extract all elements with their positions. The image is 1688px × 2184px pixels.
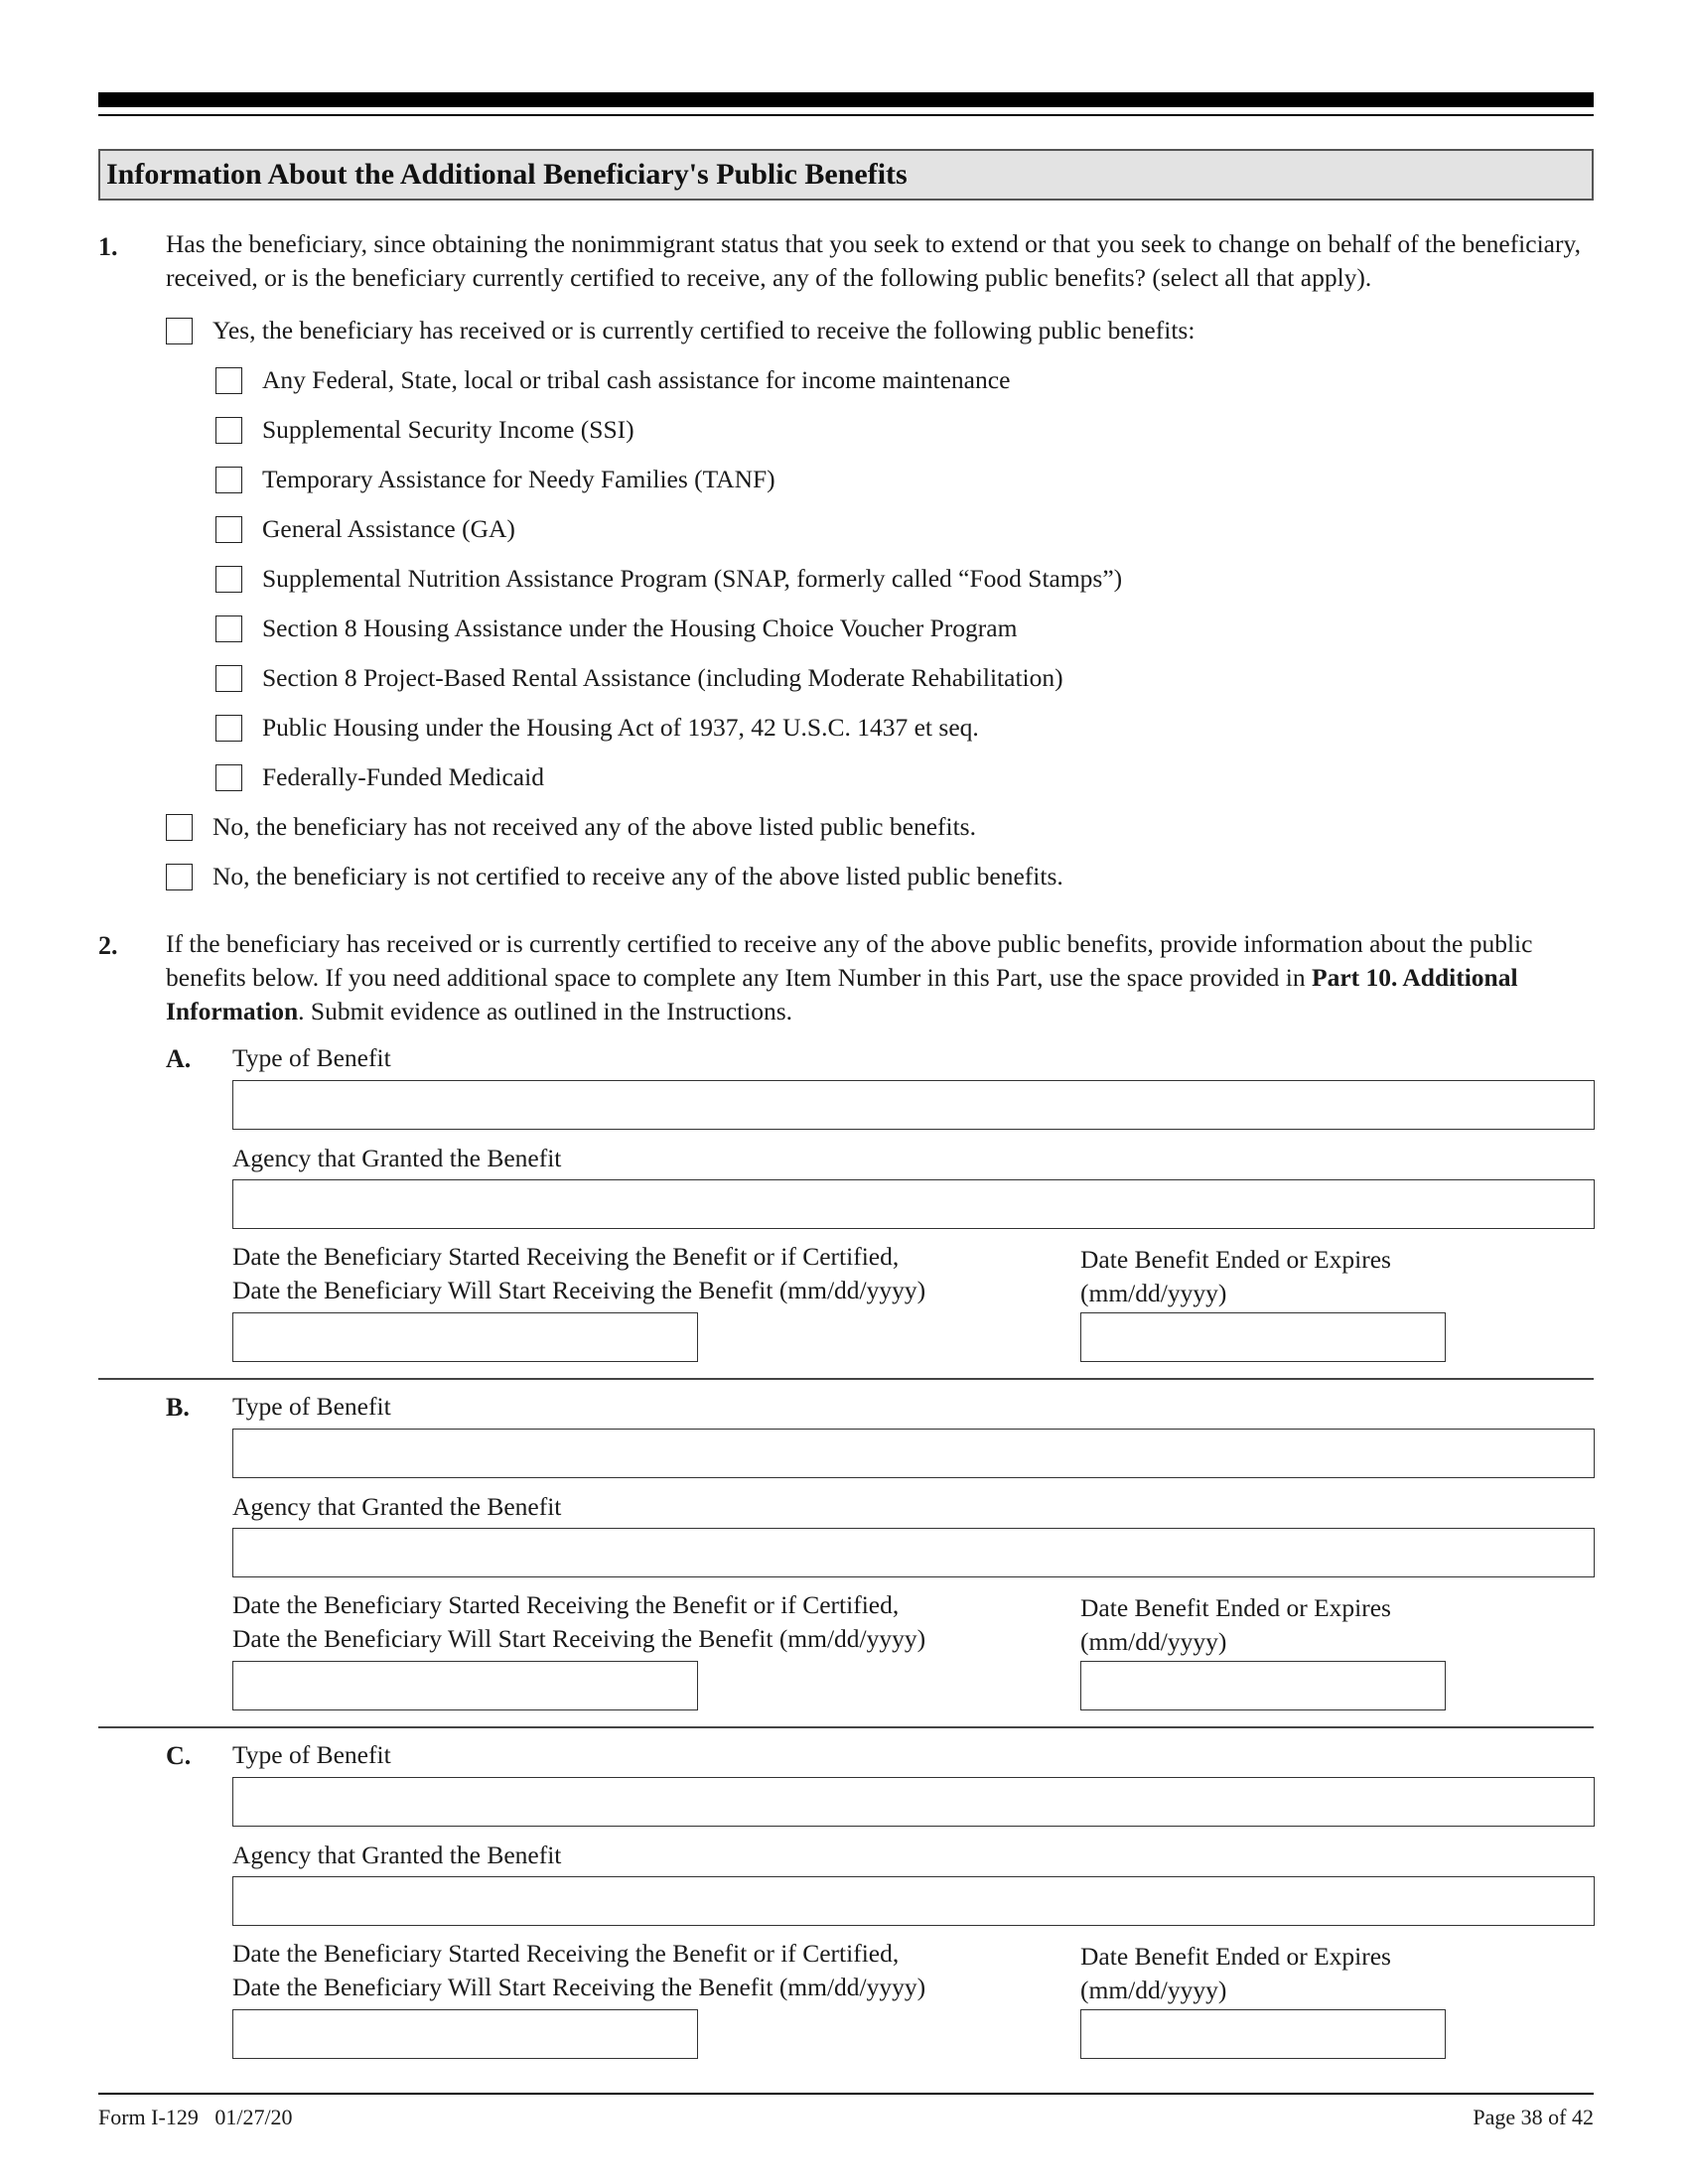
start-date-label-line2: Date the Beneficiary Will Start Receiving the Benefit (mm/dd/yyyy)	[232, 1624, 926, 1653]
end-date-label-line2: (mm/dd/yyyy)	[1080, 1976, 1227, 2004]
benefit-option-label: Any Federal, State, local or tribal cash assistance for income maintenance	[262, 365, 1011, 394]
agency-label: Agency that Granted the Benefit	[232, 1841, 562, 1869]
benefit-ga-checkbox[interactable]	[215, 516, 242, 543]
entry-b-start-date-input[interactable]	[232, 1661, 698, 1710]
entry-b-agency-input[interactable]	[232, 1528, 1595, 1577]
no-certified-checkbox[interactable]	[166, 864, 193, 890]
end-date-label-line2: (mm/dd/yyyy)	[1080, 1279, 1227, 1307]
benefit-ssi-checkbox[interactable]	[215, 417, 242, 444]
entry-a-type-of-benefit-input[interactable]	[232, 1080, 1595, 1130]
yes-received-checkbox[interactable]	[166, 318, 193, 344]
type-of-benefit-label: Type of Benefit	[232, 1740, 391, 1769]
section-header	[98, 149, 1594, 201]
yes-received-label: Yes, the beneficiary has received or is currently certified to receive the following public benefits:	[212, 316, 1196, 344]
top-rule-thick	[98, 92, 1594, 107]
benefit-option-row[interactable]	[215, 562, 1122, 596]
yes-option-row[interactable]	[166, 314, 1195, 347]
question-1-number: 1.	[98, 232, 118, 261]
agency-label: Agency that Granted the Benefit	[232, 1492, 562, 1521]
agency-label: Agency that Granted the Benefit	[232, 1144, 562, 1172]
entry-a-end-date-input[interactable]	[1080, 1312, 1446, 1362]
no-certified-label: No, the beneficiary is not certified to receive any of the above listed public benefits.	[212, 862, 1063, 890]
benefit-option-label: General Assistance (GA)	[262, 514, 515, 543]
end-date-label-line1: Date Benefit Ended or Expires	[1080, 1245, 1391, 1274]
entry-a-agency-input[interactable]	[232, 1179, 1595, 1229]
question-1-text: Has the beneficiary, since obtaining the nonimmigrant status that you seek to extend or that you seek to change on behalf of the beneficiary, received, or is the beneficiary currently certified to receive, any of the following public benefits? (select all that apply).	[166, 229, 1581, 292]
benefit-option-label: Section 8 Housing Assistance under the Housing Choice Voucher Program	[262, 614, 1018, 642]
part-10-reference: Part 10. Additional Information	[166, 963, 1518, 1025]
top-rule-thin	[98, 114, 1594, 116]
no-received-label: No, the beneficiary has not received any of the above listed public benefits.	[212, 812, 976, 841]
benefit-section8-voucher-checkbox[interactable]	[215, 615, 242, 642]
benefit-option-row[interactable]	[215, 711, 979, 745]
benefit-option-row[interactable]	[215, 463, 775, 496]
end-date-label-line1: Date Benefit Ended or Expires	[1080, 1942, 1391, 1971]
benefit-snap-checkbox[interactable]	[215, 566, 242, 593]
benefit-medicaid-checkbox[interactable]	[215, 764, 242, 791]
entry-b-type-of-benefit-input[interactable]	[232, 1429, 1595, 1478]
benefit-section8-project-checkbox[interactable]	[215, 665, 242, 692]
start-date-label-line1: Date the Beneficiary Started Receiving the Benefit or if Certified,	[232, 1939, 900, 1968]
no-received-checkbox[interactable]	[166, 814, 193, 841]
benefit-option-label: Supplemental Security Income (SSI)	[262, 415, 634, 444]
end-date-label-line1: Date Benefit Ended or Expires	[1080, 1593, 1391, 1622]
entry-c-type-of-benefit-input[interactable]	[232, 1777, 1595, 1827]
benefit-option-label: Federally-Funded Medicaid	[262, 762, 544, 791]
type-of-benefit-label: Type of Benefit	[232, 1392, 391, 1421]
page-number: Page 38 of 42	[1473, 2105, 1594, 2129]
benefit-option-label: Supplemental Nutrition Assistance Program (SNAP, formerly called “Food Stamps”)	[262, 564, 1123, 593]
entry-b-end-date-input[interactable]	[1080, 1661, 1446, 1710]
start-date-label-line2: Date the Beneficiary Will Start Receiving the Benefit (mm/dd/yyyy)	[232, 1973, 926, 2001]
benefit-option-row[interactable]	[215, 661, 1063, 695]
benefit-option-row[interactable]	[215, 413, 634, 447]
no-certified-row[interactable]	[166, 860, 1063, 893]
entry-c-end-date-input[interactable]	[1080, 2009, 1446, 2059]
entry-c-start-date-input[interactable]	[232, 2009, 698, 2059]
benefit-option-label: Section 8 Project-Based Rental Assistance (including Moderate Rehabilitation)	[262, 663, 1063, 692]
benefit-public-housing-checkbox[interactable]	[215, 715, 242, 742]
benefit-option-label: Public Housing under the Housing Act of 1937, 42 U.S.C. 1437 et seq.	[262, 713, 979, 742]
question-2-number: 2.	[98, 931, 118, 960]
question-2-text-part2: . Submit evidence as outlined in the Instructions.	[298, 997, 793, 1025]
entry-separator	[98, 1726, 1594, 1728]
benefit-cash-assistance-checkbox[interactable]	[215, 367, 242, 394]
entry-a-letter: A.	[166, 1044, 192, 1073]
entry-c-letter: C.	[166, 1741, 192, 1770]
benefit-option-row[interactable]	[215, 512, 515, 546]
benefit-option-label: Temporary Assistance for Needy Families (TANF)	[262, 465, 775, 493]
type-of-benefit-label: Type of Benefit	[232, 1043, 391, 1072]
start-date-label-line1: Date the Beneficiary Started Receiving the Benefit or if Certified,	[232, 1590, 900, 1619]
form-id: Form I-129 01/27/20	[98, 2105, 293, 2129]
entry-c-agency-input[interactable]	[232, 1876, 1595, 1926]
start-date-label-line1: Date the Beneficiary Started Receiving the Benefit or if Certified,	[232, 1242, 900, 1271]
end-date-label-line2: (mm/dd/yyyy)	[1080, 1627, 1227, 1656]
no-received-row[interactable]	[166, 810, 976, 844]
benefit-option-row[interactable]	[215, 760, 544, 794]
benefit-option-row[interactable]	[215, 363, 1010, 397]
footer-rule	[98, 2093, 1594, 2095]
start-date-label-line2: Date the Beneficiary Will Start Receiving the Benefit (mm/dd/yyyy)	[232, 1276, 926, 1304]
question-2-text	[166, 927, 1596, 1028]
section-title: Information About the Additional Beneficiary's Public Benefits	[106, 158, 908, 191]
question-2-text-part1: If the beneficiary has received or is currently certified to receive any of the above public benefits, provide information about the public benefits below. If you need additional space to complete any Item Number in this Part, use the space provided in	[166, 929, 1533, 992]
entry-b-letter: B.	[166, 1393, 190, 1422]
entry-separator	[98, 1378, 1594, 1380]
benefit-option-row[interactable]	[215, 612, 1017, 645]
benefit-tanf-checkbox[interactable]	[215, 467, 242, 493]
entry-a-start-date-input[interactable]	[232, 1312, 698, 1362]
